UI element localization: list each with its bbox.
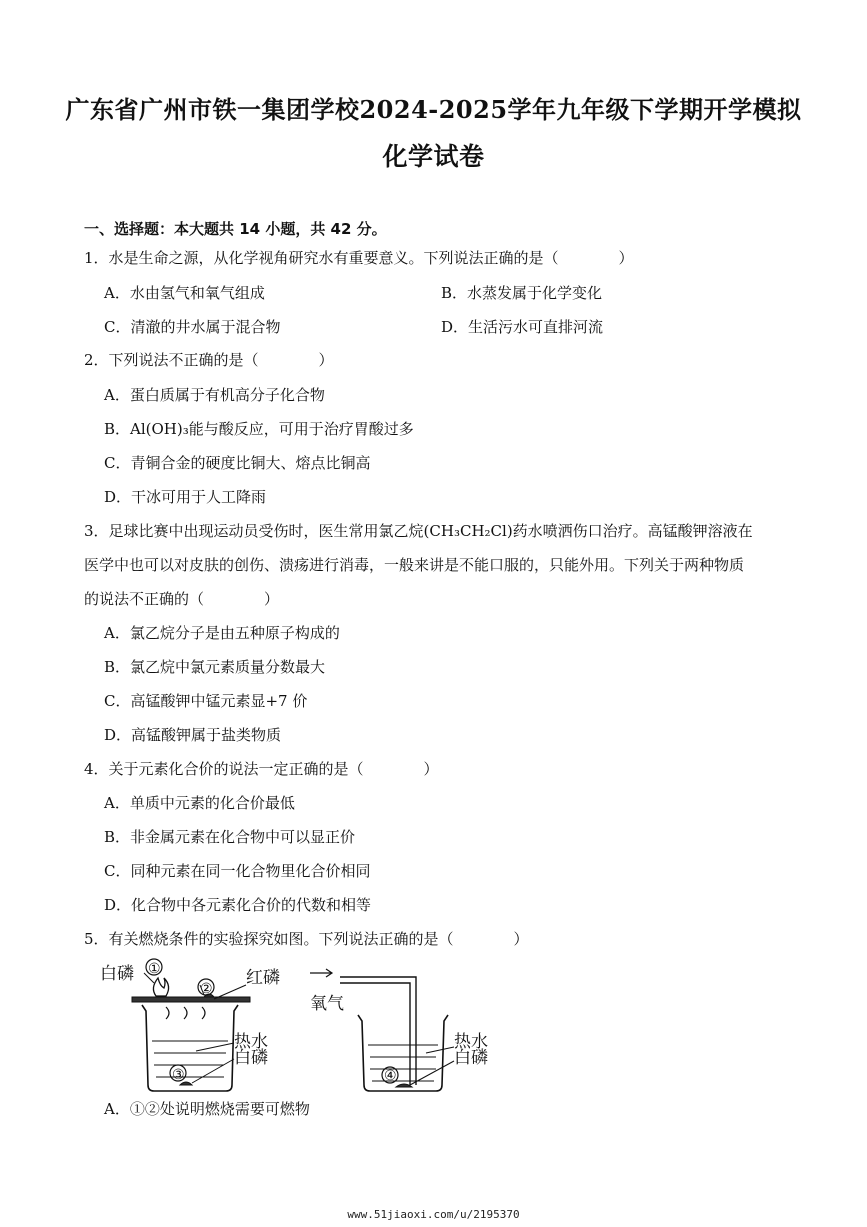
- q4-option-c: C．同种元素在同一化合物里化合价相同: [104, 862, 371, 880]
- q2-option-a: A．蛋白质属于有机高分子化合物: [104, 386, 325, 404]
- label-mark-1: ①: [148, 962, 161, 977]
- q1-option-a: A．水由氢气和氧气组成: [104, 284, 265, 302]
- q3-option-c: C．高锰酸钾中锰元素显+7 价: [104, 692, 308, 710]
- left-beaker-apparatus: [132, 959, 250, 1091]
- right-beaker: [358, 1015, 448, 1091]
- label-white-phosphorus-left-bottom: 白磷: [234, 1048, 268, 1067]
- left-beaker: [142, 1005, 238, 1091]
- q4-option-d: D．化合物中各元素化合价的代数和相等: [104, 896, 372, 914]
- q2-option-b: B．Al(OH)₃能与酸反应，可用于治疗胃酸过多: [104, 420, 414, 438]
- label-oxygen: 氧气: [310, 994, 344, 1013]
- q2-option-c: C．青铜合金的硬度比铜大、熔点比铜高: [104, 454, 371, 472]
- label-mark-2: ②: [200, 982, 213, 997]
- label-white-phosphorus-1: 白磷: [100, 964, 134, 983]
- q1-option-b: B．水蒸发属于化学变化: [441, 284, 603, 302]
- label-white-phosphorus-right: 白磷: [454, 1048, 488, 1067]
- q4-option-b: B．非金属元素在化合物中可以显正价: [104, 828, 356, 846]
- question-2-stem: 2．下列说法不正确的是（ ）: [84, 351, 334, 369]
- q1-option-d: D．生活污水可直排河流: [441, 318, 604, 336]
- q4-option-a: A．单质中元素的化合价最低: [104, 794, 295, 812]
- q3-option-b: B．氯乙烷中氯元素质量分数最大: [104, 658, 326, 676]
- q3-option-a: A．氯乙烷分子是由五种原子构成的: [104, 624, 340, 642]
- q3-option-d: D．高锰酸钾属于盐类物质: [104, 726, 282, 744]
- question-3-stem-line1: 3．足球比赛中出现运动员受伤时，医生常用氯乙烷(CH₃CH₂Cl)药水喷洒伤口治疗。高锰酸钾溶液在: [84, 522, 753, 540]
- q5-option-a: A．①②处说明燃烧需要可燃物: [104, 1100, 310, 1118]
- q1-option-c: C．清澈的井水属于混合物: [104, 318, 281, 336]
- watermark-footer: www.51jiaoxi.com/u/2195370: [347, 1208, 520, 1221]
- label-hot-water-left: 热水: [234, 1032, 268, 1051]
- question-1-stem: 1．水是生命之源，从化学视角研究水有重要意义。下列说法正确的是（ ）: [84, 249, 634, 267]
- label-red-phosphorus: 红磷: [246, 968, 280, 987]
- question-3-stem-line2: 医学中也可以对皮肤的创伤、溃疡进行消毒，一般来讲是不能口服的，只能外用。下列关于两种物质: [84, 556, 745, 574]
- section-heading: 一、选择题：本大题共 14 小题，共 42 分。: [84, 220, 387, 238]
- question-3-stem-line3: 的说法不正确的（ ）: [84, 590, 280, 608]
- paper-title-line1: 广东省广州市铁一集团学校2024-2025学年九年级下学期开学模拟: [65, 95, 802, 124]
- label-mark-3: ③: [172, 1068, 185, 1083]
- label-mark-4: ④: [384, 1069, 397, 1084]
- question-4-stem: 4．关于元素化合价的说法一定正确的是（ ）: [84, 760, 439, 778]
- q2-option-d: D．干冰可用于人工降雨: [104, 488, 267, 506]
- paper-title-line2: 化学试卷: [382, 142, 485, 171]
- right-beaker-apparatus: [310, 969, 454, 1091]
- label-hot-water-right: 热水: [454, 1032, 488, 1051]
- flame-icon: [153, 978, 168, 996]
- question-5-stem: 5．有关燃烧条件的实验探究如图。下列说法正确的是（ ）: [84, 930, 529, 948]
